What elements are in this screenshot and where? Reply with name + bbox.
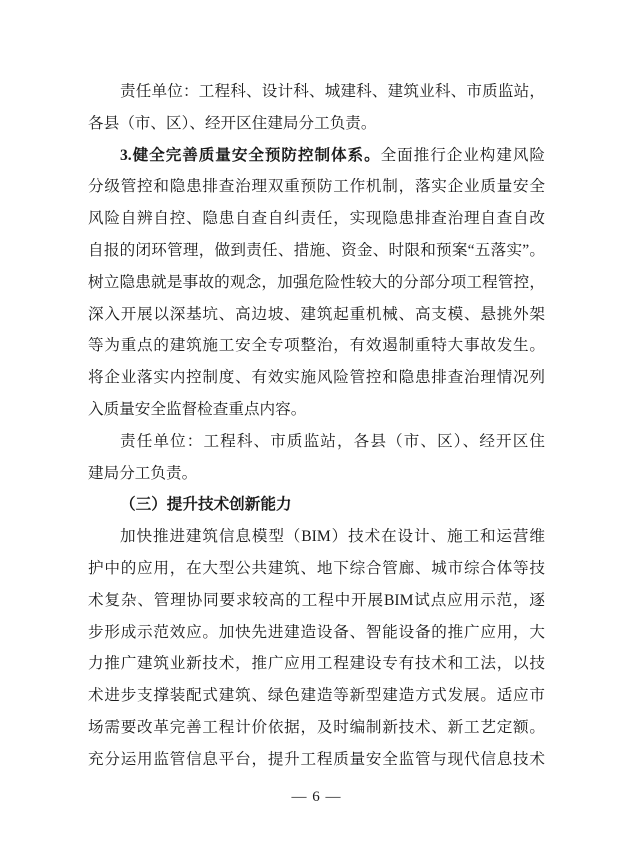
text-line [88, 680, 545, 712]
text-segment: 责任单位：工程科、设计科、城建科、建筑业科、市质监站， [120, 83, 545, 100]
text-segment: 场需要改革完善工程计价依据，及时编制新技术、新工艺定额。 [88, 718, 545, 736]
text-line [88, 617, 545, 649]
text-line [88, 171, 545, 203]
text-line [88, 108, 545, 140]
text-line [88, 330, 545, 362]
text-line [88, 203, 545, 235]
text-segment: 等为重点的建筑施工安全专项整治，有效遏制重特大事故发生。 [88, 337, 545, 355]
text-line [88, 553, 545, 585]
text-line [88, 458, 545, 490]
text-line [88, 521, 545, 553]
text-segment: 术复杂、管理协同要求较高的工程中开展BIM试点应用示范，逐 [88, 591, 545, 609]
text-segment: 各县（市、区）、经开区住建局分工负责。 [88, 114, 377, 132]
document-body [88, 76, 545, 776]
text-line [88, 744, 545, 776]
bold-text-segment: （三）提升技术创新能力 [120, 496, 292, 514]
text-line [88, 235, 545, 267]
text-segment: 树立隐患就是事故的观念，加强危险性较大的分部分项工程管控， [88, 273, 545, 291]
text-line [88, 585, 545, 617]
text-line [88, 712, 545, 744]
page-number: — 6 — [291, 789, 342, 805]
text-segment: 护中的应用，在大型公共建筑、地下综合管廊、城市综合体等技 [88, 559, 545, 577]
text-segment: 风险自辨自控、隐患自查自纠责任，实现隐患排查治理自查自改 [88, 210, 545, 228]
text-line [88, 299, 545, 331]
text-line [88, 394, 545, 426]
text-segment: 力推广建筑业新技术，推广应用工程建设专有技术和工法，以技 [88, 655, 545, 673]
bold-text-segment: 3.健全完善质量安全预防控制体系。 [120, 146, 381, 164]
text-segment: 建局分工负责。 [88, 464, 198, 482]
text-segment: 分级管控和隐患排查治理双重预防工作机制，落实企业质量安全 [88, 178, 545, 196]
text-segment: 术进步支撑装配式建筑、绿色建造等新型建造方式发展。适应市 [88, 687, 545, 705]
text-segment: 深入开展以深基坑、高边坡、建筑起重机械、高支模、悬挑外架 [88, 305, 545, 323]
para-bim-technology [88, 521, 545, 775]
text-segment: 充分运用监管信息平台，提升工程质量安全监管与现代信息技术 [88, 750, 545, 768]
text-line [88, 362, 545, 394]
text-line [88, 648, 545, 680]
text-segment: 步形成示范效应。加快先进建造设备、智能设备的推广应用，大 [88, 623, 545, 641]
text-segment: 自报的闭环管理，做到责任、措施、资金、时限和预案“五落实”。 [88, 241, 545, 259]
para-responsible-units-1 [88, 76, 545, 140]
text-segment: 加快推进建筑信息模型（BIM）技术在设计、施工和运营维 [120, 528, 545, 546]
text-segment: 全面推行企业构建风险 [380, 146, 545, 164]
text-line [88, 76, 545, 108]
text-segment: 责任单位：工程科、市质监站，各县（市、区）、经开区住 [120, 432, 545, 450]
heading-section3-tech-innovation [88, 489, 545, 521]
text-line [88, 267, 545, 299]
para-item3-safety-prevention-system [88, 140, 545, 426]
para-responsible-units-2 [88, 426, 545, 490]
text-line [88, 489, 545, 521]
text-segment: 入质量安全监督检查重点内容。 [88, 400, 307, 418]
text-line [88, 426, 545, 458]
text-segment: 将企业落实内控制度、有效实施风险管控和隐患排查治理情况列 [88, 369, 545, 387]
text-line [88, 140, 545, 172]
